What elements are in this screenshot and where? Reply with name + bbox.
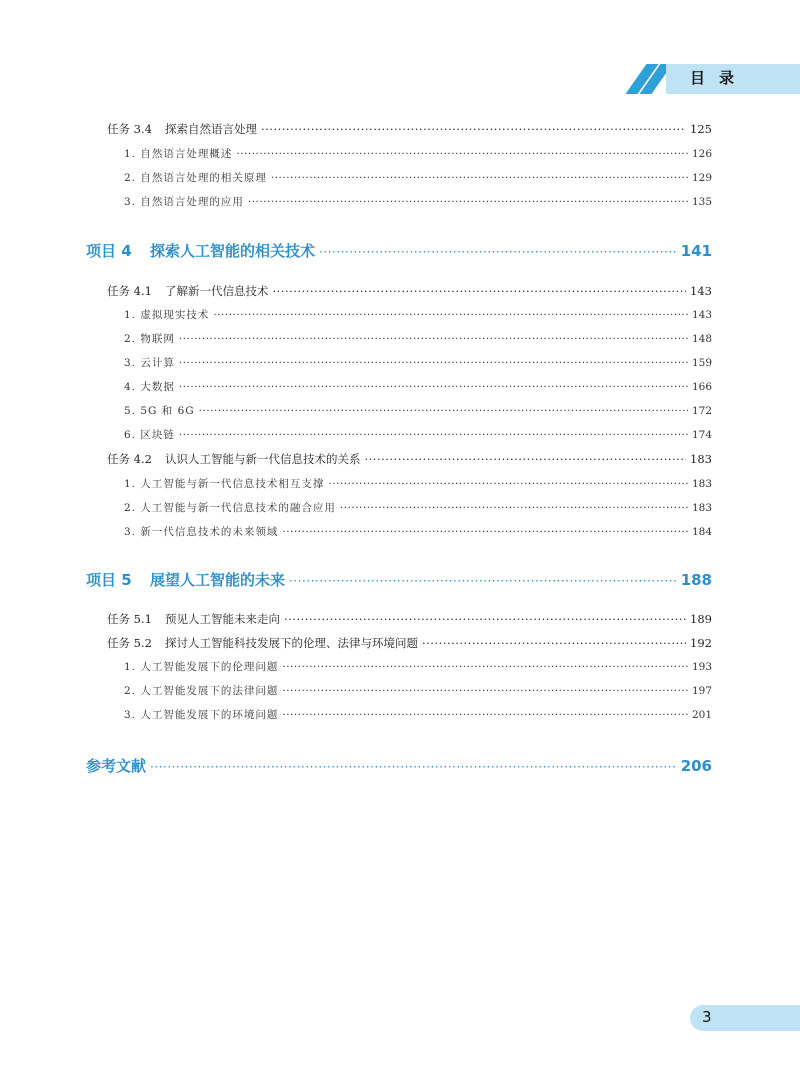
entry-page: 129 <box>691 172 712 184</box>
entry-page: 183 <box>690 452 712 466</box>
dot-leader <box>179 333 688 345</box>
entry-title: 认识人工智能与新一代信息技术的关系 <box>165 452 361 466</box>
dot-leader <box>282 526 688 538</box>
toc-sub-entry[interactable] <box>124 476 712 491</box>
toc-sub-entry[interactable] <box>124 307 712 322</box>
entry-title: 1. 人工智能与新一代信息技术相互支撑 <box>124 478 325 490</box>
toc-sub-entry[interactable] <box>124 331 712 346</box>
toc-project-entry[interactable] <box>86 240 712 261</box>
entry-page: 189 <box>690 612 712 626</box>
dot-leader <box>365 452 687 466</box>
toc-task-entry[interactable] <box>107 283 712 299</box>
toc-task-entry[interactable] <box>107 451 712 467</box>
page-number-tab <box>690 1005 800 1031</box>
entry-page: 206 <box>680 757 712 775</box>
dot-leader <box>213 309 688 321</box>
entry-title: 探索人工智能的相关技术 <box>150 242 316 260</box>
entry-page: 184 <box>691 526 712 538</box>
entry-title: 2. 人工智能与新一代信息技术的融合应用 <box>124 502 336 514</box>
dot-leader <box>150 760 677 774</box>
dot-leader <box>328 478 688 490</box>
entry-page: 188 <box>680 571 712 589</box>
task-code: 任务 5.1 <box>107 612 152 626</box>
dot-leader <box>340 502 688 514</box>
project-code: 项目 4 <box>86 242 132 260</box>
toc-sub-entry[interactable] <box>124 194 712 209</box>
entry-title: 探讨人工智能科技发展下的伦理、法律与环境问题 <box>165 636 418 650</box>
toc-task-entry[interactable] <box>107 635 712 651</box>
toc-sub-entry[interactable] <box>124 524 712 539</box>
toc-sub-entry[interactable] <box>124 683 712 698</box>
toc-sub-entry[interactable] <box>124 500 712 515</box>
entry-page: 143 <box>690 284 712 298</box>
dot-leader <box>261 122 686 136</box>
entry-title: 预见人工智能未来走向 <box>165 612 280 626</box>
dot-leader <box>284 612 686 626</box>
entry-title: 展望人工智能的未来 <box>150 571 286 589</box>
toc-task-entry[interactable] <box>107 611 712 627</box>
entry-title: 2. 自然语言处理的相关原理 <box>124 172 267 184</box>
toc-task-entry[interactable] <box>107 121 712 137</box>
header-title: 目录 <box>689 69 748 87</box>
dot-leader <box>289 574 677 588</box>
task-code: 任务 4.1 <box>107 284 152 298</box>
dot-leader <box>236 148 688 160</box>
dot-leader <box>271 172 688 184</box>
project-code: 项目 5 <box>86 571 132 589</box>
entry-title: 1. 人工智能发展下的伦理问题 <box>124 661 279 673</box>
entry-title: 2. 人工智能发展下的法律问题 <box>124 685 279 697</box>
toc-sub-entry[interactable] <box>124 403 712 418</box>
entry-page: 166 <box>691 381 712 393</box>
dot-leader <box>422 636 686 650</box>
toc-sub-entry[interactable] <box>124 659 712 674</box>
task-code: 任务 4.2 <box>107 452 152 466</box>
entry-page: 192 <box>690 636 712 650</box>
entry-page: 201 <box>691 709 712 721</box>
entry-page: 148 <box>691 333 712 345</box>
entry-page: 135 <box>691 196 712 208</box>
page-number: 3 <box>702 1008 712 1026</box>
toc-sub-entry[interactable] <box>124 427 712 442</box>
entry-page: 197 <box>691 685 712 697</box>
dot-leader <box>199 405 688 417</box>
toc-sub-entry[interactable] <box>124 379 712 394</box>
entry-page: 159 <box>691 357 712 369</box>
entry-page: 193 <box>691 661 712 673</box>
entry-title: 参考文献 <box>86 757 147 775</box>
dot-leader <box>248 196 688 208</box>
entry-title: 4. 大数据 <box>124 381 175 393</box>
toc-sub-entry[interactable] <box>124 146 712 161</box>
entry-title: 6. 区块链 <box>124 429 175 441</box>
entry-title: 2. 物联网 <box>124 333 175 345</box>
toc-sub-entry[interactable] <box>124 707 712 722</box>
dot-leader <box>179 357 688 369</box>
dot-leader <box>179 429 688 441</box>
task-code: 任务 5.2 <box>107 636 152 650</box>
dot-leader <box>282 685 688 697</box>
entry-title: 3. 云计算 <box>124 357 175 369</box>
entry-title: 1. 自然语言处理概述 <box>124 148 233 160</box>
entry-page: 141 <box>680 242 712 260</box>
entry-title: 5. 5G 和 6G <box>124 405 195 417</box>
dot-leader <box>273 284 687 298</box>
task-code: 任务 3.4 <box>107 122 152 136</box>
entry-title: 3. 人工智能发展下的环境问题 <box>124 709 279 721</box>
entry-title: 了解新一代信息技术 <box>165 284 269 298</box>
entry-title: 探索自然语言处理 <box>165 122 257 136</box>
entry-page: 125 <box>690 122 712 136</box>
toc-project-entry[interactable] <box>86 569 712 590</box>
dot-leader <box>282 661 688 673</box>
dot-leader <box>319 245 677 259</box>
entry-page: 126 <box>691 148 712 160</box>
entry-title: 3. 自然语言处理的应用 <box>124 196 244 208</box>
dot-leader <box>282 709 688 721</box>
entry-page: 183 <box>691 478 712 490</box>
dot-leader <box>179 381 688 393</box>
entry-page: 143 <box>691 309 712 321</box>
toc-sub-entry[interactable] <box>124 170 712 185</box>
entry-title: 1. 虚拟现实技术 <box>124 309 210 321</box>
entry-page: 183 <box>691 502 712 514</box>
entry-title: 3. 新一代信息技术的未来领域 <box>124 526 279 538</box>
toc-sub-entry[interactable] <box>124 355 712 370</box>
entry-page: 174 <box>691 429 712 441</box>
toc-references-entry[interactable] <box>86 755 712 776</box>
entry-page: 172 <box>691 405 712 417</box>
